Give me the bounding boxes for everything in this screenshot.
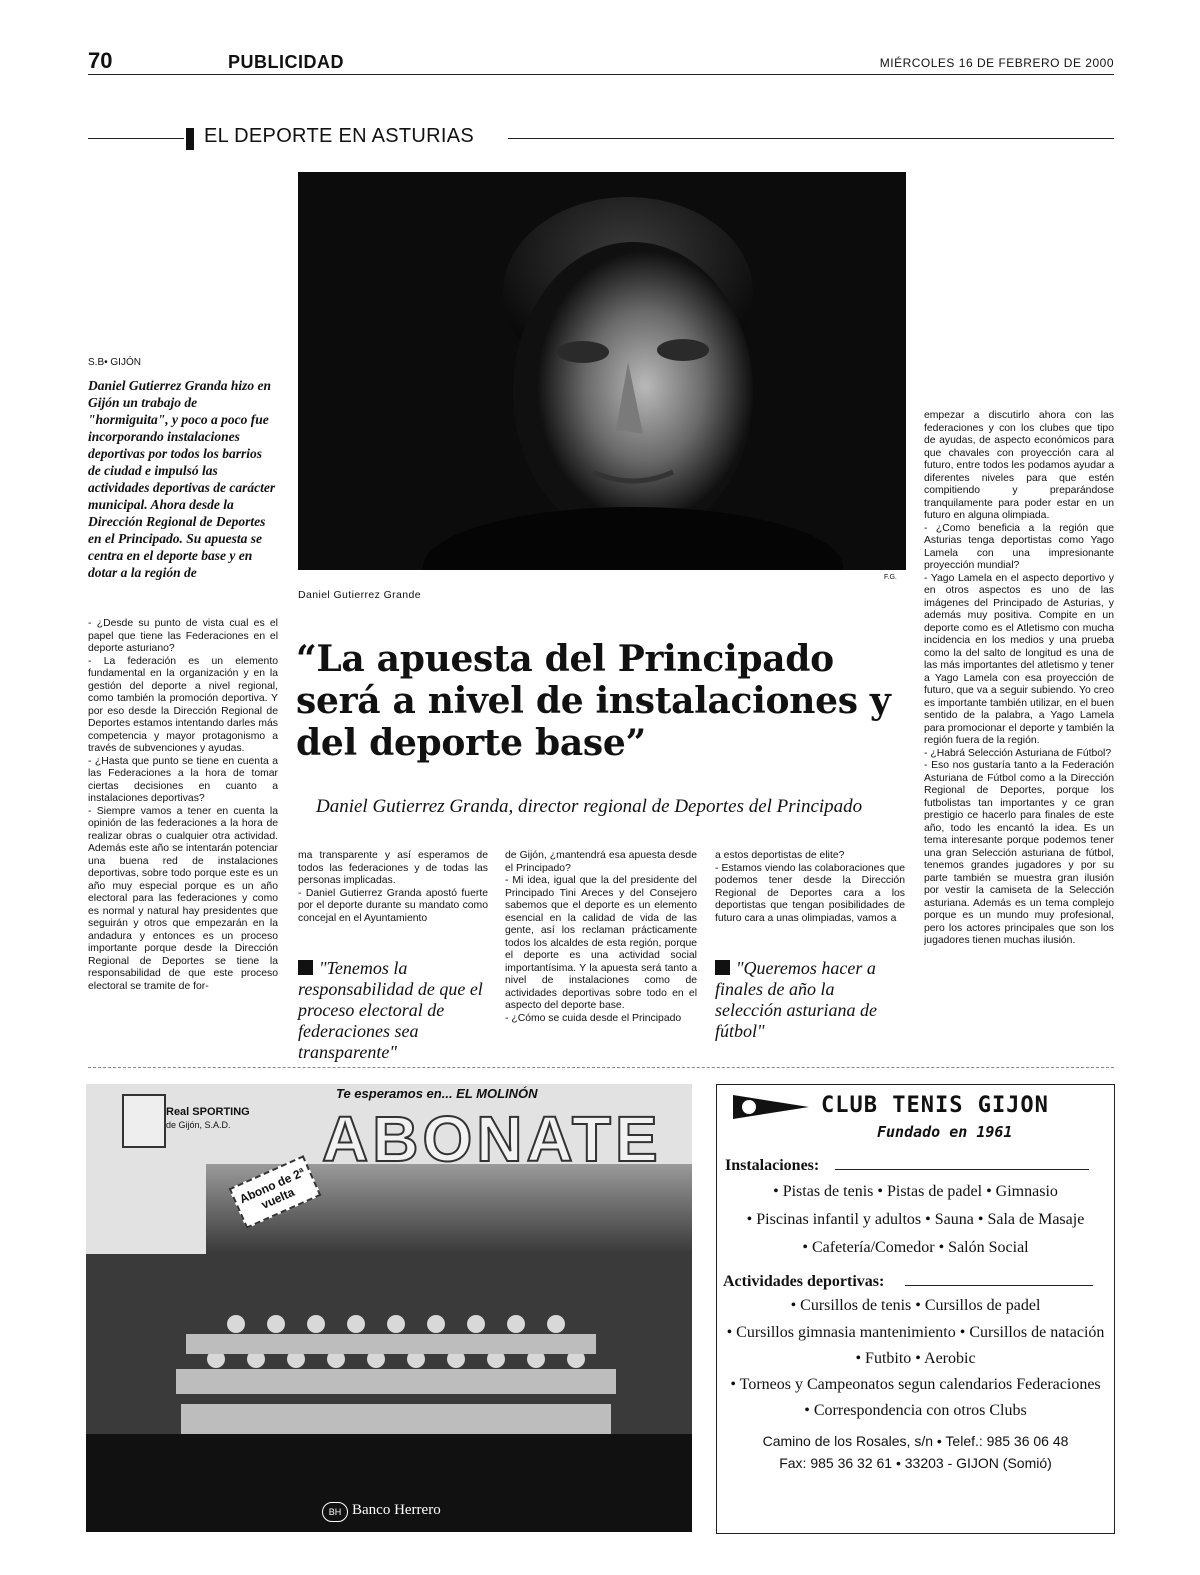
photo-credit: F.G. (884, 574, 897, 581)
pullquote-square-icon (715, 960, 730, 975)
page-number: 70 (88, 48, 113, 73)
club-address: Camino de los Rosales, s/n • Telef.: 985 36 06 48 (762, 1433, 1069, 1449)
portrait-illustration (298, 172, 906, 570)
activities-line: • Torneos y Campeonatos segun calendarios Federaciones (730, 1376, 1101, 1393)
sporting-headline: ABONATE (322, 1103, 662, 1175)
article-column-4: a estos deportistas de elite? - Estamos viendo las colaboraciones que podemos tener desde la Dirección Regional de Deportes cara a los deportistas que tengan posibilidades de futuro cara a unas olimpiadas, vamos a (715, 850, 905, 924)
header-rule (88, 74, 1114, 75)
installations-rule (835, 1169, 1089, 1170)
club-title: CLUB TENIS GIJON (821, 1093, 1049, 1118)
article-column-2: ma transparente y así esperamos de todos las federaciones y de todas las personas implicadas. - Daniel Gutierrez Granda apostó fuerte por el deporte durante su mandato como concejal en el Ayuntamiento (298, 850, 488, 924)
sporting-club-sub: de Gijón, S.A.D. (166, 1120, 231, 1130)
bank-logo-icon: BH (322, 1502, 348, 1522)
activities-line: • Correspondencia con otros Clubs (804, 1402, 1027, 1419)
photo-caption: Daniel Gutierrez Grande (298, 589, 422, 601)
pullquote-2-text: "Queremos hacer a finales de año la selección asturiana de fútbol" (715, 958, 877, 1041)
sporting-tagline: Te esperamos en... EL MOLINÓN (336, 1086, 538, 1101)
installations-line: • Piscinas infantil y adultos • Sauna • Sala de Masaje (746, 1211, 1085, 1228)
club-tenis-ad (716, 1084, 1115, 1534)
article-subhead: Daniel Gutierrez Granda, director regional de Deportes del Principado (316, 796, 863, 817)
article-column-3: de Gijón, ¿mantendrá esa apuesta desde el Principado? - Mi idea, igual que la del presidente del Principado Tini Areces y del Consejero sabemos que el deporte es un elemento esencial en la calidad de vida de las gente, así los reclaman prácticamente todos los alcaldes de esta región, porque el deporte es una actividad social importantísima. Y la apuesta será tanto a nivel de instalaciones como de actividades deportivas sobre todo en el aspecto del deporte base. - ¿Cómo se cuida desde el Principado (505, 850, 697, 1024)
pullquote-1 (298, 958, 488, 1063)
section-name: PUBLICIDAD (228, 52, 344, 72)
sponsor-name: Banco Herrero (352, 1502, 441, 1518)
pullquote-1-text: "Tenemos la responsabilidad de que el proceso electoral de federaciones sea transparente" (298, 958, 483, 1062)
installations-label: Instalaciones: (725, 1157, 820, 1174)
installations-line: • Cafetería/Comedor • Salón Social (802, 1239, 1029, 1256)
section-kicker (88, 124, 1114, 150)
issue-date: MIÉRCOLES 16 DE FEBRERO DE 2000 (879, 56, 1114, 70)
club-founded: Fundado en 1961 (877, 1123, 1013, 1141)
ad-divider (88, 1067, 1114, 1068)
article-column-1: - ¿Desde su punto de vista cual es el papel que tiene las Federaciones en el deporte asturiano? - La federación es un elemento fundamental en la organización y en la gestión del deporte a nivel regional, como también la promoción deportiva. Y por eso desde la Dirección Regional de Deportes estamos intentando darles más competencia y mayor protagonismo a través de subvenciones y ayudas. - ¿Hasta que punto se tiene en cuenta a las Federaciones a la hora de tomar ciertas decisiones en cuanto a instalaciones deportivas? - Siempre vamos a tener en cuenta la opinión de las federaciones a la hora de realizar obras o cualquier otra actividad. Además este año se intentarán potenciar una buena red de instalaciones deportivas, sobre todo porque este es un año muy especial porque es un año electoral para las federaciones y como es normal y natural hay presidentes que seguirán y otros que empezarán en la andadura y entonces es un proceso importante porque desde la Dirección Regional de Deportes se tiene la responsabilidad de que este proceso electoral se tramite de for- (88, 618, 278, 992)
article-column-5: empezar a discutirlo ahora con las federaciones y con los clubes que tipo de ayudas, de aspecto económicos para que chavales con proyección cara al futuro, entre todos les podamos ayudar a diferentes niveles para que estén compitiendo y preparándose tranquilamente para poder estar en un futuro en alguna olimpiada. - ¿Como beneficia a la región que Asturias tenga deportistas como Yago Lamela con una impresionante proyección mundial? - Yago Lamela en el aspecto deportivo y en otros aspectos es uno de las imágenes del Principado de Asturias, y además muy positiva. Compite en un deporte como es el Atletismo con mucha incidencia en los medios y una prueba como la del salto de longitud es una de las más importantes del atletismo y tener a Yago Lamela con esa proyección de futuro, que va a seguir subiendo. Yo creo es importante también utilizar, en el buen sentido de la palabra, a Yago Lamela para promocionar el deporte y también la región fuera de la región. - ¿Habrá Selección Asturiana de Fútbol? - Eso nos gustaría tanto a la Federación Asturiana de Fútbol como a la Dirección Regional de Deportes, porque los futbolistas tan importantes y ce gran prestigio ce hacerlo para finales de este año, todo les encantó la idea. Es un tema interesante porque podemos tener una gran Selección asturiana de fútbol, tenemos grandes jugadores y por su parte también se muestra gran ilusión por vestir la camiseta de la Selección asturiana. Además es un tema complejo porque es un mundo muy profesional, pero los actores principales que son los jugadores tienen muchas ilusión. (924, 410, 1114, 946)
kicker-rule-left (88, 138, 184, 139)
activities-rule (905, 1285, 1093, 1286)
pullquote-square-icon (298, 960, 313, 975)
sporting-ad (86, 1084, 692, 1532)
club-fax: Fax: 985 36 32 61 • 33203 - GIJON (Somió) (779, 1455, 1052, 1471)
byline: S.B• GIJÓN (88, 357, 141, 368)
kicker-rule-right (508, 138, 1114, 139)
portrait-photo (298, 172, 906, 570)
sporting-crest-icon (122, 1094, 166, 1148)
pullquote-2 (715, 958, 905, 1042)
activities-line: • Futbito • Aerobic (855, 1350, 976, 1367)
activities-label: Actividades deportivas: (723, 1273, 885, 1290)
abono-badge: Abono de 2ª vuelta (229, 1155, 322, 1229)
article-lead: Daniel Gutierrez Granda hizo en Gijón un trabajo de "hormiguita", y poco a poco fue incorporando instalaciones deportivas por todos los barrios de ciudad e impulsó las actividades deportivas de carácter municipal. Ahora desde la Dirección Regional de Deportes en el Principado. Su apuesta se centra en el deporte base y en dotar a la región de (88, 378, 276, 580)
kicker-block-icon (186, 128, 194, 150)
activities-line: • Cursillos gimnasia mantenimiento • Cursillos de natación (726, 1324, 1105, 1341)
kicker-text: EL DEPORTE EN ASTURIAS (204, 125, 475, 147)
sporting-club-name: Real SPORTING (166, 1106, 250, 1118)
activities-line: • Cursillos de tenis • Cursillos de padel (790, 1297, 1041, 1314)
pennant-flag-icon (731, 1093, 811, 1123)
article-headline: “La apuesta del Principado será a nivel de instalaciones y del deporte base” (296, 638, 891, 764)
installations-line: • Pistas de tenis • Pistas de padel • Gimnasio (773, 1183, 1058, 1200)
